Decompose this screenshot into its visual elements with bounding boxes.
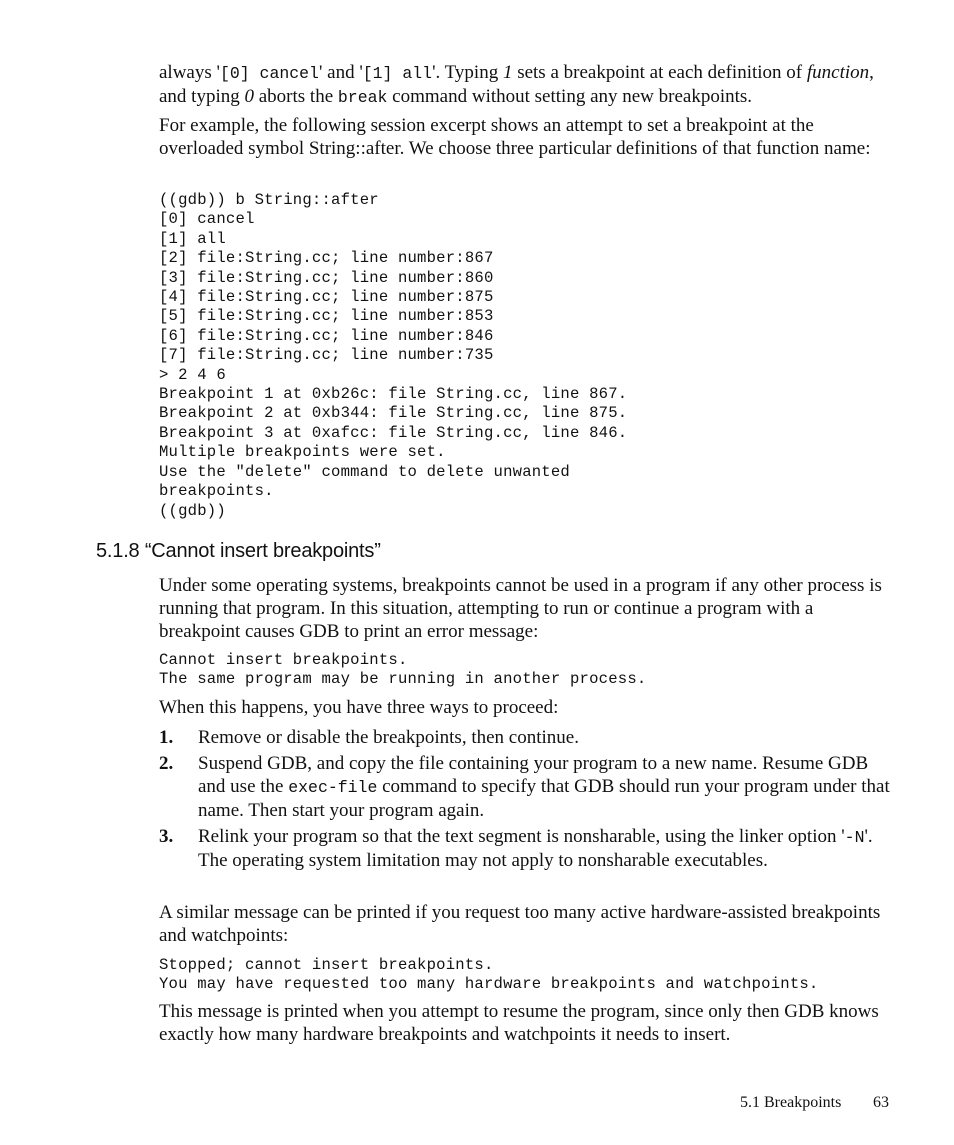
list-item-text: Remove or disable the breakpoints, then continue. <box>198 727 579 748</box>
paragraph-resume: This message is printed when you attempt to resume the program, since only then GDB knows exactly how many hardware breakpoints and watchpoints it needs to insert. <box>159 1001 879 1045</box>
list-item-text: '. The operating system limitation may not apply to nonsharable executables. <box>198 826 873 871</box>
numbered-list <box>159 726 894 872</box>
footer-section: 5.1 Breakpoints <box>740 1094 842 1111</box>
text: ' and ' <box>318 62 363 83</box>
text: '. Typing <box>432 62 503 83</box>
paragraph-menu-options <box>159 61 894 109</box>
section-heading: 5.1.8 “Cannot insert breakpoints” <box>96 540 381 562</box>
text: command without setting any new breakpoints. <box>387 86 753 107</box>
emphasis: 0 <box>244 86 254 107</box>
text: always ' <box>159 62 220 83</box>
list-item-text: command to specify that GDB should run your program under that name. Then start your program again. <box>198 776 890 821</box>
inline-code: -N <box>844 828 865 847</box>
text: , and typing <box>159 62 874 107</box>
list-item <box>159 726 894 749</box>
list-item-text: Suspend GDB, and copy the file containing your program to a new name. Resume GDB and use the <box>198 753 869 797</box>
paragraph-similar-message: A similar message can be printed if you request too many active hardware-assisted breakpoints and watchpoints: <box>159 902 881 946</box>
inline-code: [1] all <box>362 64 433 83</box>
inline-code: exec-file <box>288 778 378 797</box>
page-number: 63 <box>873 1094 889 1111</box>
emphasis: 1 <box>502 62 513 83</box>
paragraph-operating-systems: Under some operating systems, breakpoints cannot be used in a program if any other process is running that program. In this situation, attempting to run or continue a program with a breakpoint causes GDB to print an error message: <box>159 575 882 642</box>
text: sets a breakpoint at each definition of <box>512 62 807 83</box>
text: aborts the <box>254 86 338 107</box>
list-item <box>159 752 894 822</box>
paragraph-example-intro: For example, the following session excerpt shows an attempt to set a breakpoint at the overloaded symbol String::after. We choose three particular definitions of that function name: <box>159 115 871 159</box>
inline-code: [0] cancel <box>219 64 319 83</box>
code-block-session: ((gdb)) b String::after [0] cancel [1] all [2] file:String.cc; line number:867 [3] file:String.cc; line number:860 [4] file:String.cc; line number:875 [5] file:String.cc; line number:853 [6] file:String.cc; line number:846 [7] file:String.cc; line number:735 > 2 4 6 Breakpoint 1 at 0xb26c: file String.cc, line 867. Breakpoint 2 at 0xb344: file String.cc, line 875. Breakpoint 3 at 0xafcc: file String.cc, line 846. Multiple breakpoints were set. Use the "delete" command to delete unwanted breakpoints. ((gdb)) <box>159 191 628 520</box>
emphasis: function <box>806 62 870 83</box>
list-number: 1. <box>159 727 174 748</box>
list-item-text: Relink your program so that the text segment is nonsharable, using the linker option ' <box>198 826 845 847</box>
list-number: 2. <box>159 753 174 774</box>
list-item <box>159 825 894 872</box>
code-block-stopped: Stopped; cannot insert breakpoints. You may have requested too many hardware breakpoints and watchpoints. <box>159 956 819 994</box>
paragraph-three-ways: When this happens, you have three ways to proceed: <box>159 697 559 718</box>
list-number: 3. <box>159 826 174 847</box>
inline-code: break <box>337 88 388 107</box>
code-block-error: Cannot insert breakpoints. The same program may be running in another process. <box>159 651 647 689</box>
